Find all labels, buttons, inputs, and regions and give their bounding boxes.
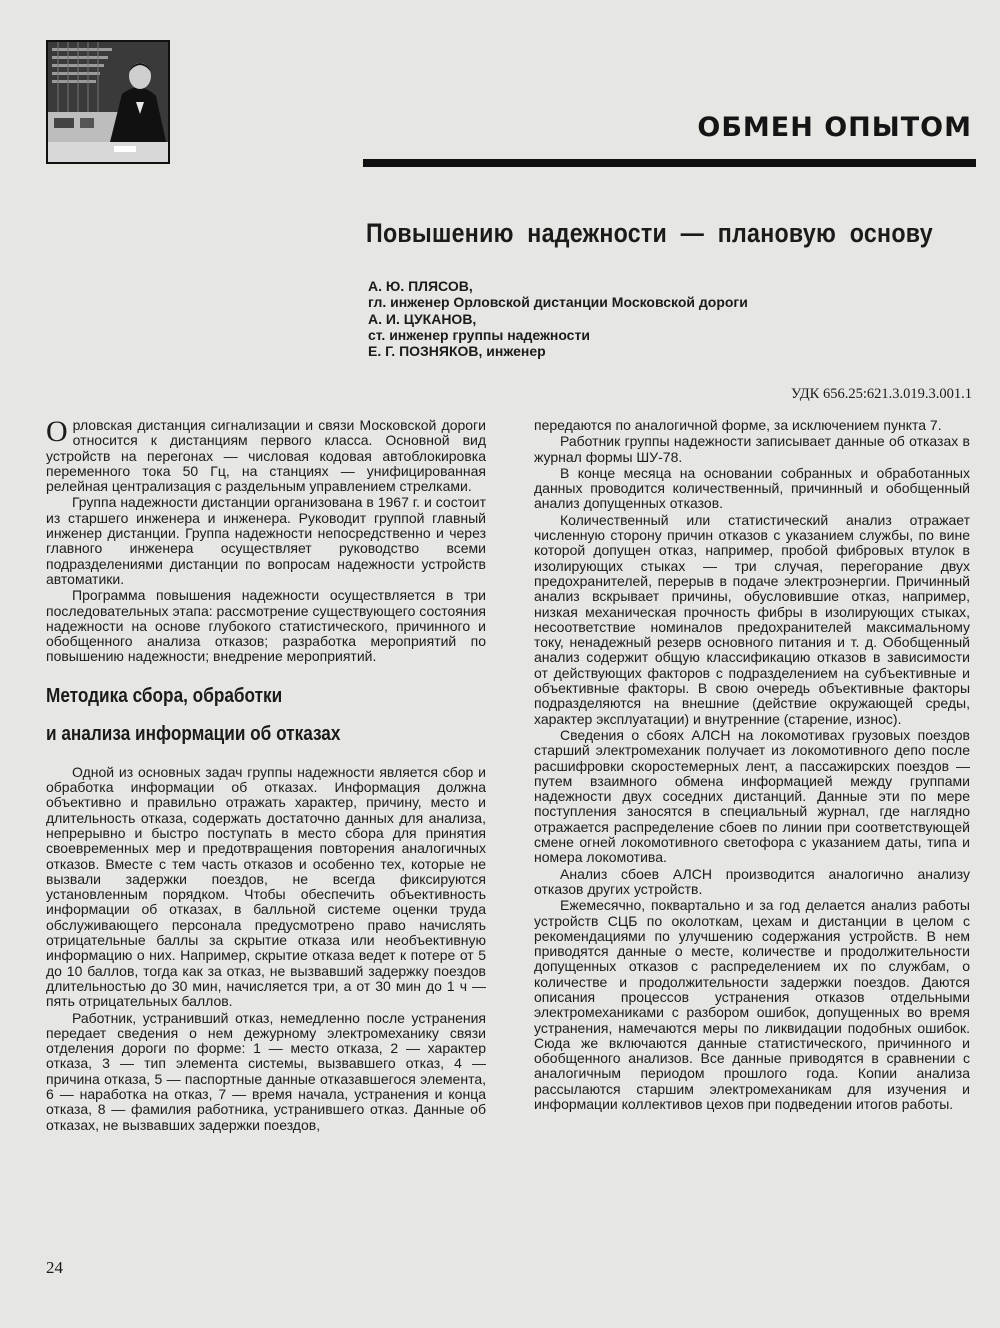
paragraph: Ежемесячно, поквартально и за год делается анализ работы устройств СЦБ по околоткам, цехам и дистанции в целом с рекомендациями по улучшению содержания устройств. В нем приводятся данные о месте, количестве и продолжительности допущенных отказов с распределением их по службам, о количестве и продолжительности задержки поездов. Даются описания процессов устранения отказов отдельными электромеханиками с разбором ошибок, допущенных во время устранения, намечаются меры по ликвидации подобных ошибок. Сюда же включаются данные статистического, причинного и обобщенного анализов. Все данные приводятся в сравнении с аналогичным периодом прошлого года. Копии анализа рассылаются старшим электромеханикам для изучения и информации коллективов цехов при подведении итогов работы. (534, 897, 970, 1113)
right-column (534, 418, 970, 1113)
author-name: Е. Г. ПОЗНЯКОВ, инженер (368, 343, 546, 360)
paragraph: Работник, устранивший отказ, немедленно после устранения передает сведения о нем дежурному электромеханику связи отделения дороги по форме: 1 — место отказа, 2 — характер отказа, 3 — тип элемента системы, вызвавшего отказ, 4 — причина отказа, 5 — паспортные данные отказавшегося элемента, 6 — наработка на отказ, 7 — время начала, устранения и конца отказа, 8 — фамилия работника, устранившего отказ. Данные об отказах, не вызвавших задержки поездов, (46, 1009, 486, 1133)
section-rubric: ОБМЕН ОПЫТОМ (697, 112, 972, 143)
paragraph: передаются по аналогичной форме, за исключением пункта 7. (534, 417, 942, 433)
header-rule (363, 159, 976, 167)
page-number: 24 (46, 1258, 63, 1277)
paragraph: Анализ сбоев АЛСН производится аналогично анализу отказов других устройств. (534, 865, 970, 897)
paragraph: В конце месяца на основании собранных и обработанных данных проводится количественный, причинный и обобщенный анализ допущенных отказов. (534, 464, 970, 512)
paragraph: Количественный или статистический анализ отражает численную сторону причин отказов с указанием службы, по вине которой допущен отказ, например, пробой фибровых втулок в изолирующих стыках — три случая, перегорание двух предохранителей, перерыв в подаче электроэнергии. Причинный анализ вскрывает причины, обусловившие отказ, например, низкая механическая прочность фибры в изолирующих стыках, несоответствие номиналов предохранителей максимальному току, ненадежный резерв основного питания и т. д. Обобщенный анализ содержит общую классификацию отказов в зависимости от действующих факторов с подразделением на субъективные и объективные факторы. В свою очередь объективные факторы подразделяются на внешние (действие окружающей среды, характер эксплуатации) и внутренние (старение, износ). (534, 511, 970, 727)
section-heading-line: и анализа информации об отказах (46, 722, 341, 745)
drop-cap: О (46, 415, 68, 448)
paragraph: Орловская дистанция сигнализации и связи Московской дороги относится к дистанциям первого класса. Основной вид устройств на перегонах — числовая кодовая автоблокировка переменного тока 50 Гц, на станциях — унифицированная релейная централизация с раздельным управлением стрелками. (46, 415, 486, 495)
author-position: гл. инженер Орловской дистанции Московской дороги (368, 294, 748, 311)
author-block (368, 278, 748, 359)
paragraph: Одной из основных задач группы надежности является сбор и обработка информации об отказах. Информация должна объективно и правильно отражать характер, причину, место и длительность отказа, содержать достаточно данных для анализа, непрерывно и быстро поступать в место сбора для принятия своевременных мер и предотвращения повторения аналогичных отказов. Вместе с тем часть отказов и особенно тех, которые не вызвали задержки поездов, не всегда фиксируются установленным порядком. Чтобы обеспечить объективность информации об отказах, в балльной системе оценки труда обслуживающего персонала предусмотрено право начислять отрицательные баллы за скрытие отказа или необъективную информацию о них. Например, скрытие отказа ведет к потере от 5 до 10 баллов, тогда как за отказ, не вызвавший задержку поездов длительностью до 30 мин, начисляется три, а от 30 мин до 1 ч — пять отрицательных баллов. (46, 763, 486, 1010)
engineer-photo-illustration (48, 42, 168, 162)
article-title: Повышению надежности — плановую основу (366, 218, 933, 248)
author-name: А. Ю. ПЛЯСОВ, (368, 278, 473, 294)
udk-code: УДК 656.25:621.3.019.3.001.1 (790, 386, 972, 402)
left-column (46, 415, 486, 1134)
paragraph: Сведения о сбоях АЛСН на локомотивах грузовых поездов старший электромеханик получает из локомотивного депо после расшифровки скоростемерных лент, а пассажирских поездов — путем взаимного обмена информацией между группами надежности двух соседних дистанций. Данные эти по мере поступления заносятся в специальный журнал, где наглядно отражается распределение сбоев по линии при соответствующей смене огней локомотивного светофора с указанием даты, типа и номера локомотива. (534, 726, 970, 866)
section-heading (46, 677, 424, 753)
paragraph: Группа надежности дистанции организована в 1967 г. и состоит из старшего инженера и инженера. Руководит группой главный инженер дистанции. Группа надежности непосредственно и через главного инженера осуществляет руководство всеми подразделениями дистанции по вопросам надежности устройств автоматики. (46, 494, 486, 587)
author-position: ст. инженер группы надежности (368, 326, 590, 343)
header-photo (46, 40, 170, 164)
author-name: А. И. ЦУКАНОВ, (368, 310, 477, 327)
paragraph: Программа повышения надежности осуществляется в три последовательных этапа: рассмотрение существующего состояния надежности на основе глубокого статистического, причинного и обобщенного анализа отказов; разработка мероприятий по повышению надежности; внедрение мероприятий. (46, 587, 486, 665)
section-heading-line: Методика сбора, обработки (46, 684, 283, 707)
paragraph: Работник группы надежности записывает данные об отказах в журнал формы ШУ-78. (534, 433, 970, 465)
